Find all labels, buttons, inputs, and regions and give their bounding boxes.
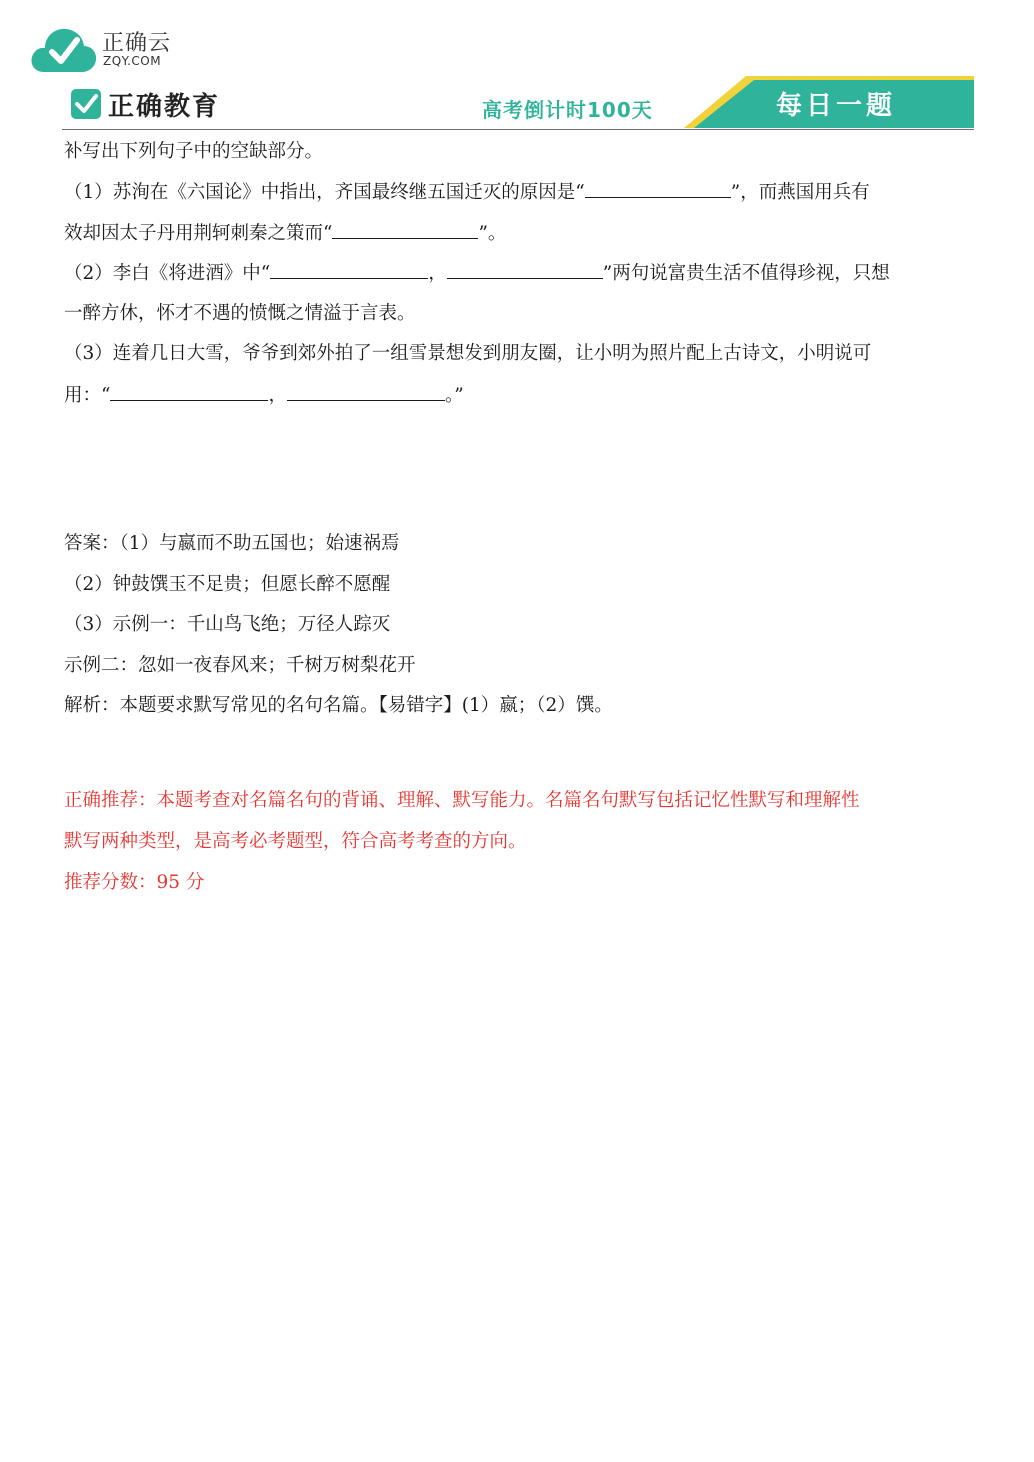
page-header: [62, 74, 974, 130]
edu-title: 正确教育: [108, 92, 221, 122]
checkbox-check-icon: [70, 88, 102, 120]
answer-blank: [270, 260, 428, 279]
header-divider: [62, 129, 974, 130]
answer-blank: [110, 382, 268, 401]
q1-text-b: ”，而燕国用兵有: [730, 182, 870, 203]
brand-domain: ZQY.COM: [103, 54, 162, 68]
question-2-line-1: [64, 260, 890, 287]
brand-name: 正确云: [102, 31, 172, 56]
q2-sep: ，: [428, 263, 447, 284]
q3-sep: ，: [268, 385, 287, 406]
analysis-text: 解析：本题要求默写常见的名句名篇。【易错字】(1）嬴；（2）馔。: [64, 695, 613, 716]
q1-text-d: ”。: [478, 223, 507, 244]
q2-text-b: ”两句说富贵生活不值得珍视，只想: [602, 263, 890, 284]
question-3-line-1: （3）连着几日大雪，爷爷到郊外拍了一组雪景想发到朋友圈，让小明为照片配上古诗文，小明说可: [64, 343, 872, 364]
countdown-label: 高考倒计时100天: [482, 98, 653, 122]
q2-text-a: （2）李白《将进酒》中“: [64, 263, 271, 284]
q1-text-c: 效却因太子丹用荆轲刺秦之策而“: [64, 223, 333, 244]
answer-blank: [332, 220, 478, 239]
q1-text-a: （1）苏洵在《六国论》中指出，齐国最终继五国迁灭的原因是“: [64, 182, 585, 203]
question-instruction: 补写出下列句子中的空缺部分。: [64, 141, 324, 162]
banner-label: 每日一题: [776, 91, 897, 121]
q3-text-a: 用：“: [64, 385, 111, 406]
brand-logo: [30, 20, 230, 76]
answer-blank: [447, 260, 603, 279]
question-2-line-2: 一醉方休，怀才不遇的愤慨之情溢于言表。: [64, 303, 416, 324]
question-1-line-1: [64, 179, 870, 206]
answer-line-4: 示例二：忽如一夜春风来；千树万树梨花开: [64, 655, 416, 676]
q3-text-end: 。”: [444, 385, 464, 406]
recommend-line-2: 默写两种类型，是高考必考题型，符合高考考查的方向。: [64, 831, 527, 852]
recommend-line-1: 正确推荐：本题考查对名篇名句的背诵、理解、默写能力。名篇名句默写包括记忆性默写和理解性: [64, 790, 860, 811]
question-3-line-2: [64, 382, 464, 409]
answer-blank: [287, 382, 445, 401]
answer-blank: [585, 179, 731, 198]
answer-line-1: 答案：（1）与嬴而不助五国也；始速祸焉: [64, 533, 400, 554]
answer-line-2: （2）钟鼓馔玉不足贵；但愿长醉不愿醒: [64, 574, 391, 595]
recommend-score: 推荐分数：95 分: [64, 872, 205, 893]
cloud-check-icon: [30, 22, 98, 74]
question-1-line-2: [64, 220, 506, 247]
answer-line-3: （3）示例一：千山鸟飞绝；万径人踪灭: [64, 614, 391, 635]
